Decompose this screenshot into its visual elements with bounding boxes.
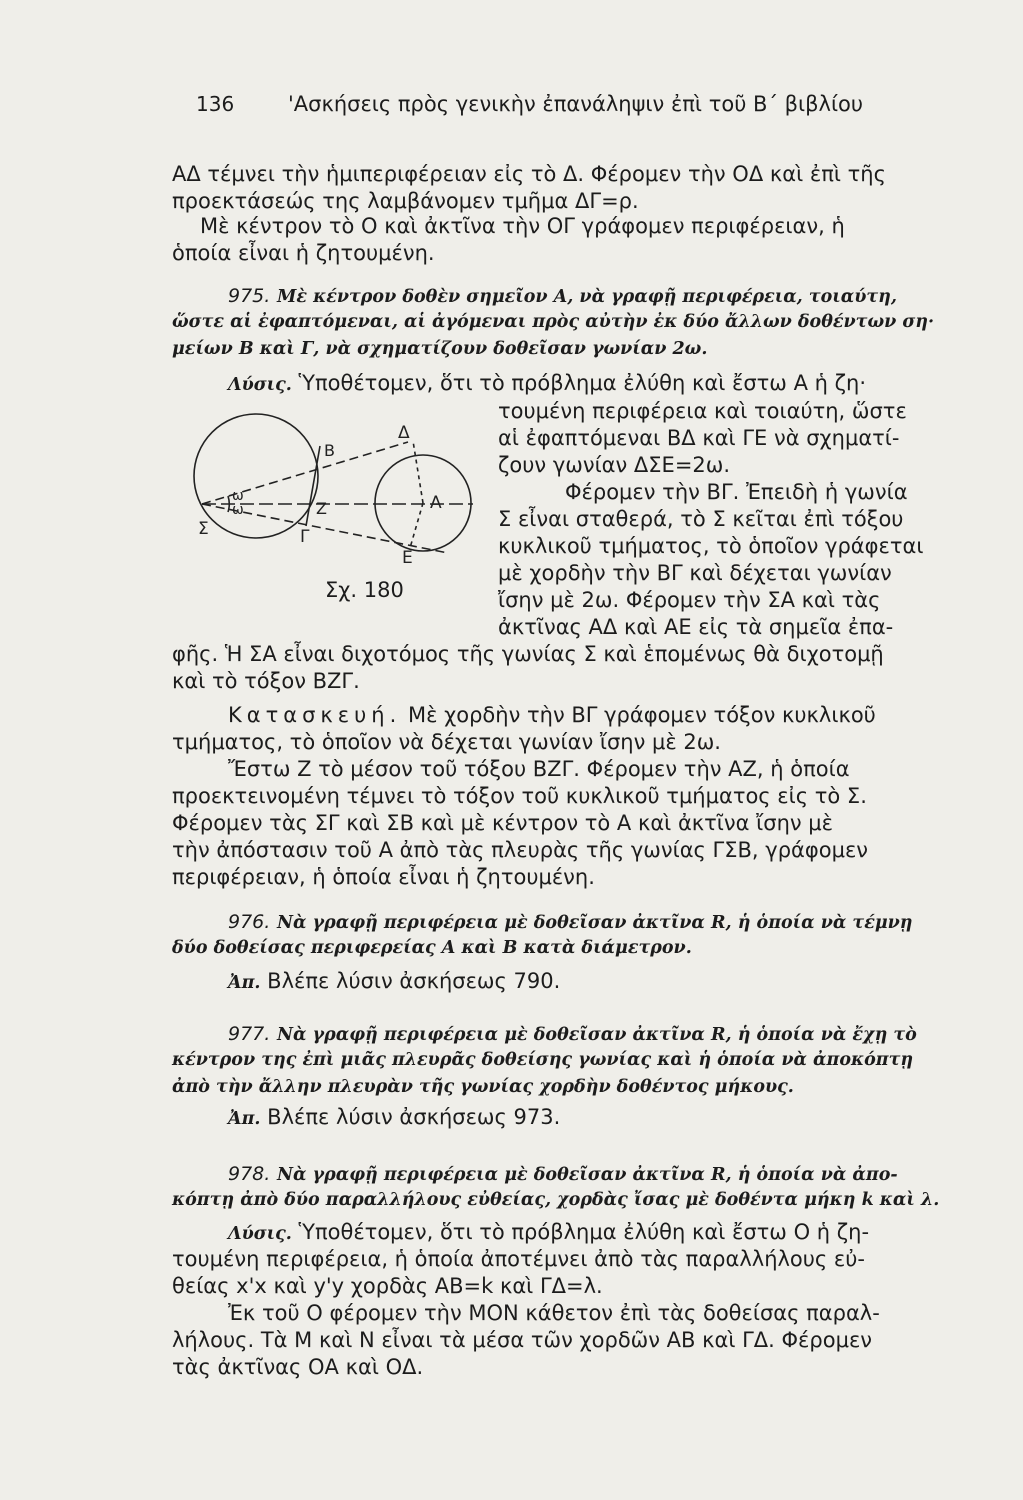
construction-line: τμήματος, τὸ ὁποῖον νὰ δέχεται γωνίαν ἴσην μὲ 2ω. — [172, 730, 721, 754]
body-line: προεκτάσεώς της λαμβάνομεν τμῆμα ΔΓ=ρ. — [172, 189, 639, 213]
answer-text: Βλέπε λύσιν ἀσκήσεως 790. — [267, 969, 561, 993]
solution-line: καὶ τὸ τόξον ΒΖΓ. — [172, 669, 360, 693]
exercise-statement — [228, 282, 897, 310]
exercise-statement — [228, 1160, 898, 1188]
exercise-statement — [228, 908, 913, 936]
statement-line: δύο δοθείσας περιφερείας Α καὶ Β κατὰ διάμετρον. — [172, 938, 692, 958]
exercise-number: 977. — [228, 1023, 271, 1045]
solution-line: λήλους. Τὰ Μ καὶ Ν εἶναι τὰ μέσα τῶν χορδῶν ΑΒ καὶ ΓΔ. Φέρομεν — [172, 1328, 873, 1352]
answer-line — [228, 1104, 560, 1132]
answer-text: Βλέπε λύσιν ἀσκήσεως 973. — [267, 1105, 561, 1129]
exercise-number: 978. — [228, 1163, 271, 1185]
construction-label: Κατασκευή. — [228, 703, 402, 727]
solution-line: ζουν γωνίαν ΔΣΕ=2ω. — [498, 453, 731, 477]
construction-text: Μὲ χορδὴν τὴν ΒΓ γράφομεν τόξον κυκλικοῦ — [407, 703, 876, 727]
construction-line: Φέρομεν τὰς ΣΓ καὶ ΣΒ καὶ μὲ κέντρον τὸ Α καὶ ἀκτῖνα ἴσην μὲ — [172, 811, 833, 835]
solution-line — [228, 370, 866, 398]
statement-line: μείων Β καὶ Γ, νὰ σχηματίζουν δοθεῖσαν γωνίαν 2ω. — [172, 339, 708, 359]
answer-label: Ἀπ. — [228, 973, 261, 993]
solution-line: τουμένη περιφέρεια καὶ τοιαύτη, ὥστε — [498, 399, 907, 423]
radius-ad — [413, 441, 423, 503]
solution-line: θείας x'x καὶ y'y χορδὰς ΑΒ=k καὶ ΓΔ=λ. — [172, 1274, 603, 1298]
solution-line: ἀκτῖνας ΑΔ καὶ ΑΕ εἰς τὰ σημεῖα ἐπα- — [498, 615, 894, 639]
statement-line: κόπτῃ ἀπὸ δύο παραλλήλους εὐθείας, χορδὰς ἴσας μὲ δοθέντα μήκη k καὶ λ. — [172, 1190, 940, 1210]
label-a: Α — [430, 493, 442, 513]
radius-ae — [410, 503, 423, 548]
solution-text: Ὑποθέτομεν, ὅτι τὸ πρόβλημα ἐλύθη καὶ ἔστω Α ἡ ζη· — [298, 371, 867, 395]
label-g: Γ — [300, 527, 310, 547]
label-omega-1: ω — [232, 488, 244, 504]
statement-text: Μὲ κέντρον δοθὲν σημεῖον Α, νὰ γραφῇ περιφέρεια, τοιαύτη, — [277, 287, 897, 307]
label-e: Ε — [402, 548, 413, 568]
label-omega-2: ω — [232, 502, 244, 518]
exercise-number: 976. — [228, 911, 271, 933]
segment-arc-circle — [194, 414, 318, 538]
body-line: Μὲ κέντρον τὸ Ο καὶ ἀκτῖνα τὴν ΟΓ γράφομεν περιφέρειαν, ἡ — [200, 214, 845, 238]
body-line: ΑΔ τέμνει τὴν ἡμιπεριφέρειαν εἰς τὸ Δ. Φέρομεν τὴν ΟΔ καὶ ἐπὶ τῆς — [172, 162, 886, 186]
solution-line: Φέρομεν τὴν ΒΓ. Ἐπειδὴ ἡ γωνία — [565, 480, 908, 504]
exercise-number: 975. — [228, 285, 271, 307]
label-z: Ζ — [316, 499, 327, 518]
solution-line: αἱ ἐφαπτόμεναι ΒΔ καὶ ΓΕ νὰ σχηματί- — [498, 426, 900, 450]
solution-line: φῆς. Ἡ ΣΑ εἶναι διχοτόμος τῆς γωνίας Σ καὶ ἑπομένως θὰ διχοτομῇ — [172, 642, 884, 666]
solution-line: μὲ χορδὴν τὴν ΒΓ καὶ δέχεται γωνίαν — [498, 561, 892, 585]
figure-caption: Σχ. 180 — [325, 578, 404, 602]
running-title: 'Ασκήσεις πρὸς γενικὴν ἐπανάληψιν ἐπὶ τοῦ Β΄ βιβλίου — [288, 92, 864, 116]
statement-line: ὥστε αἱ ἐφαπτόμεναι, αἱ ἀγόμεναι πρὸς αὐτὴν ἐκ δύο ἄλλων δοθέντων ση· — [172, 312, 935, 332]
solution-line: κυκλικοῦ τμήματος, τὸ ὁποῖον γράφεται — [498, 534, 924, 558]
solution-line: ἴσην μὲ 2ω. Φέρομεν τὴν ΣΑ καὶ τὰς — [498, 588, 881, 612]
solution-line: Σ εἶναι σταθερά, τὸ Σ κεῖται ἐπὶ τόξου — [498, 507, 904, 531]
construction-line — [228, 702, 876, 728]
answer-line — [228, 968, 560, 996]
solution-text: Ὑποθέτομεν, ὅτι τὸ πρόβλημα ἐλύθη καὶ ἔστω Ο ἡ ζη- — [298, 1220, 870, 1244]
page-number: 136 — [196, 92, 235, 116]
label-d: Δ — [398, 423, 410, 443]
solution-label: Λύσις. — [228, 1224, 292, 1244]
construction-line: Ἔστω Ζ τὸ μέσον τοῦ τόξου ΒΖΓ. Φέρομεν τὴν ΑΖ, ἡ ὁποία — [228, 757, 850, 781]
statement-line: κέντρον της ἐπὶ μιᾶς πλευρᾶς δοθείσης γωνίας καὶ ἡ ὁποία νὰ ἀποκόπτῃ — [172, 1050, 914, 1070]
statement-text: Νὰ γραφῇ περιφέρεια μὲ δοθεῖσαν ἀκτῖνα R, ἡ ὁποία νὰ ἀπο- — [277, 1165, 898, 1185]
body-line: ὁποία εἶναι ἡ ζητουμένη. — [172, 241, 435, 265]
statement-text: Νὰ γραφῇ περιφέρεια μὲ δοθεῖσαν ἀκτῖνα R, ἡ ὁποία νὰ ἔχῃ τὸ — [277, 1025, 917, 1045]
solution-line: τὰς ἀκτῖνας ΟΑ καὶ ΟΔ. — [172, 1355, 424, 1379]
statement-line: ἀπὸ τὴν ἄλλην πλευρὰν τῆς γωνίας χορδὴν δοθέντος μήκους. — [172, 1077, 794, 1097]
solution-line — [228, 1219, 869, 1247]
construction-line: προεκτεινομένη τέμνει τὸ τόξον τοῦ κυκλικοῦ τμήματος εἰς τὸ Σ. — [172, 784, 867, 808]
construction-line: τὴν ἀπόστασιν τοῦ Α ἀπὸ τὰς πλευρὰς τῆς γωνίας ΓΣΒ, γράφομεν — [172, 838, 869, 862]
solution-line: τουμένη περιφέρεια, ἡ ὁποία ἀποτέμνει ἀπὸ τὰς παραλλήλους εὐ- — [172, 1247, 866, 1271]
solution-line: Ἐκ τοῦ Ο φέρομεν τὴν ΜΟΝ κάθετον ἐπὶ τὰς δοθείσας παραλ- — [228, 1301, 880, 1325]
exercise-statement — [228, 1020, 917, 1048]
answer-label: Ἀπ. — [228, 1109, 261, 1129]
label-s: Σ — [198, 519, 209, 539]
construction-line: περιφέρειαν, ἡ ὁποία εἶναι ἡ ζητουμένη. — [172, 865, 595, 889]
label-b: Β — [324, 441, 335, 460]
statement-text: Νὰ γραφῇ περιφέρεια μὲ δοθεῖσαν ἀκτῖνα R, ἡ ὁποία νὰ τέμνῃ — [277, 913, 913, 933]
solution-label: Λύσις. — [228, 375, 292, 395]
